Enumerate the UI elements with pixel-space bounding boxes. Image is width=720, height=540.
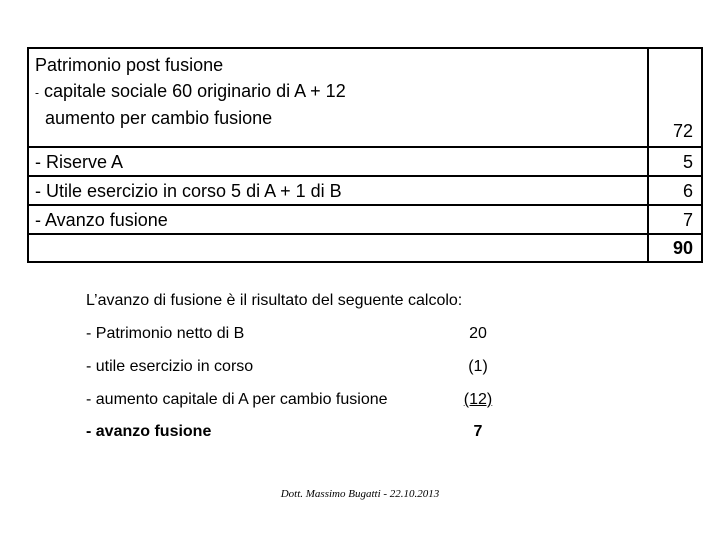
row-value: 5 (648, 147, 702, 176)
table-row (28, 48, 702, 147)
total-label-cell (28, 234, 648, 262)
row-value: 6 (648, 176, 702, 205)
calc-row-value: 20 (469, 325, 487, 342)
calc-row-value: (1) (468, 358, 488, 375)
calc-row-value: (12) (463, 391, 493, 408)
row-line: aumento per cambio fusione (45, 108, 273, 129)
calc-row-label: - aumento capitale di A per cambio fusione (86, 391, 388, 408)
row-label: - Utile esercizio in corso 5 di A + 1 di B (28, 176, 648, 205)
row-value: 7 (648, 205, 702, 234)
total-row (28, 234, 702, 262)
row-line: Patrimonio post fusione (35, 55, 224, 75)
patrimonio-table (27, 47, 703, 263)
calc-row-label: - utile esercizio in corso (86, 358, 254, 375)
calc-row-label: - Patrimonio netto di B (86, 325, 245, 342)
row-line: - capitale sociale 60 originario di A + 12 (35, 81, 346, 101)
table-row (28, 147, 702, 176)
calc-result-label: - avanzo fusione (86, 423, 212, 440)
calc-title: L’avanzo di fusione è il risultato del seguente calcolo: (86, 292, 463, 309)
calc-result-value: 7 (473, 423, 483, 440)
row-label: - Avanzo fusione (28, 205, 648, 234)
row-description (28, 48, 648, 147)
row-value: 72 (648, 48, 702, 147)
total-value: 90 (648, 234, 702, 262)
footer-author: Dott. Massimo Bugatti - 22.10.2013 (280, 488, 440, 500)
table-row (28, 176, 702, 205)
row-label: - Riserve A (28, 147, 648, 176)
table-row (28, 205, 702, 234)
